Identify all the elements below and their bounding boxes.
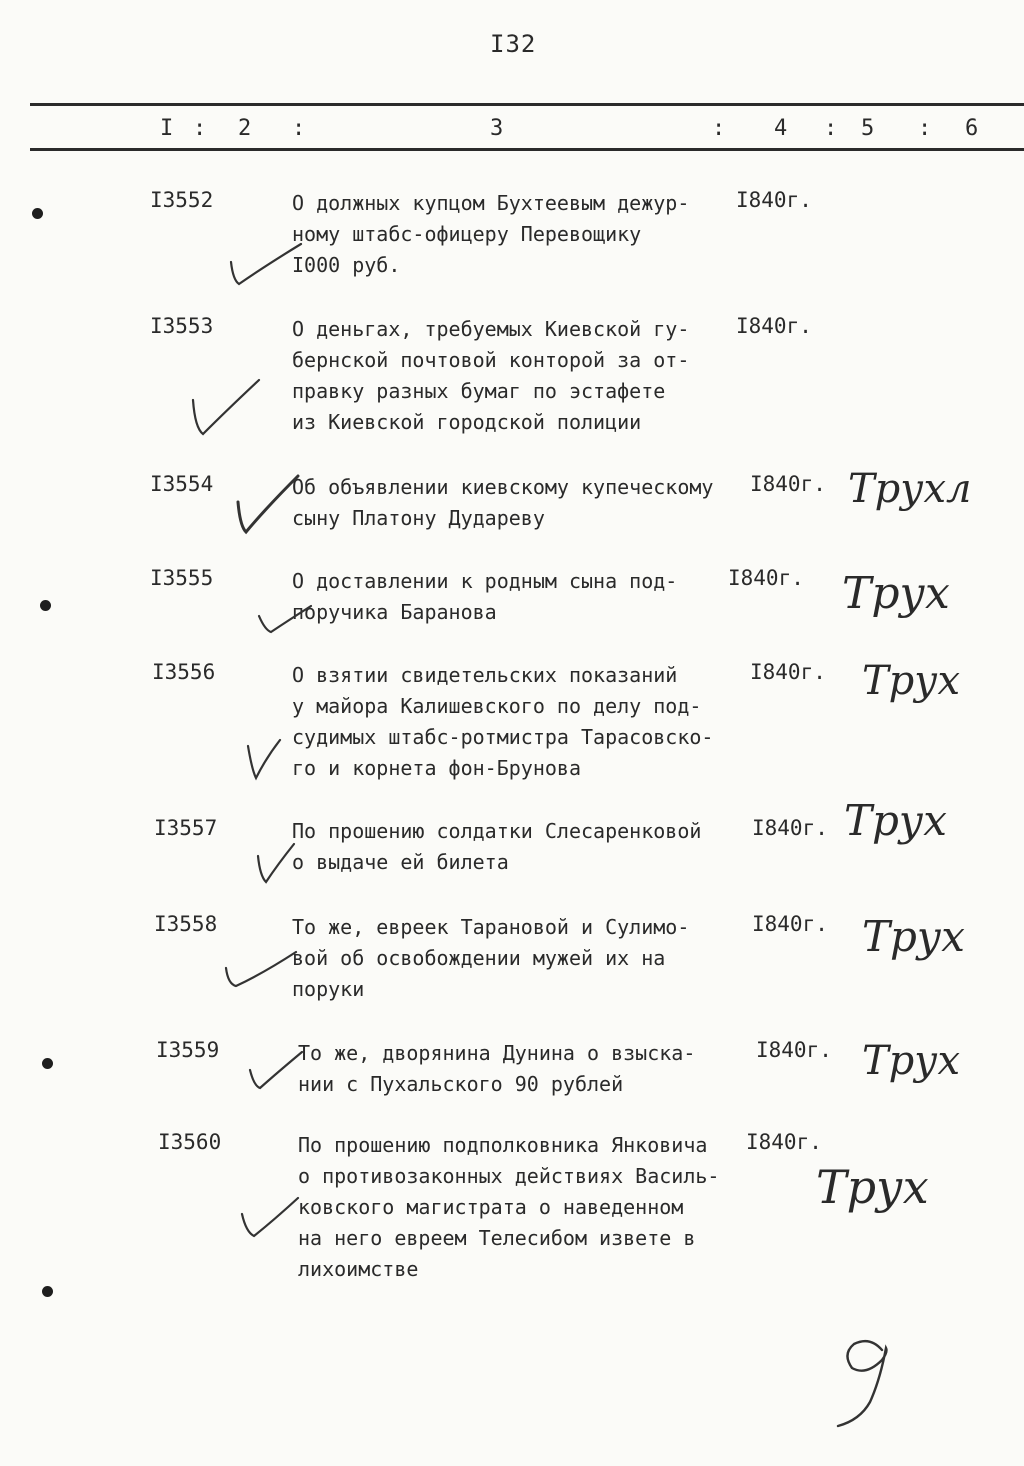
entry-number: I3554	[150, 472, 214, 496]
entry-year: I840г.	[736, 314, 812, 338]
entry-text: О взятии свидетельских показаний у майора Калишевского по делу под- судимых штабс-ротмистра Тарасовско- го и корнета фон-Брунова	[292, 663, 714, 780]
entry-text: То же, дворянина Дунина о взыска- нии с Пухальского 90 рублей	[298, 1041, 696, 1096]
entry-year: I840г.	[728, 566, 804, 590]
entry-year: I840г.	[750, 660, 826, 684]
entry-year: I840г.	[752, 912, 828, 936]
check-mark-icon	[185, 376, 265, 440]
entry-text: Об объявлении киевскому купеческому сыну Платону Дудареву	[292, 475, 714, 530]
signature: Трух	[862, 1038, 961, 1084]
column-header-6: 6	[965, 116, 979, 141]
column-header-2: 2	[238, 116, 252, 141]
check-mark-icon	[246, 1048, 306, 1092]
entry-number: I3556	[152, 660, 216, 684]
signature: Трух	[844, 796, 947, 845]
entry-text: О деньгах, требуемых Киевской гу- бернской почтовой конторой за от- правку разных бумаг по эстафете из Киевской городской полиции	[292, 317, 690, 434]
signature: Трух	[816, 1160, 929, 1214]
check-mark-icon	[220, 948, 300, 990]
column-header-5: 5	[861, 116, 875, 141]
punch-hole	[32, 208, 43, 219]
column-separator-3: :	[712, 116, 726, 141]
header-rule-top	[30, 103, 1024, 106]
check-mark-icon	[232, 472, 304, 538]
entry-number: I3559	[156, 1038, 220, 1062]
signature: Трух	[862, 912, 965, 961]
page-number: I32	[490, 30, 537, 58]
entry-text: О доставлении к родным сына под- поручика Баранова	[292, 569, 678, 624]
check-mark-icon	[244, 738, 284, 784]
handwritten-page-mark	[830, 1330, 910, 1430]
entry-text: То же, евреек Тарановой и Сулимо- вой об освобождении мужей их на поруки	[292, 915, 690, 1001]
column-header-1: I	[160, 116, 174, 141]
check-mark-icon	[255, 602, 315, 636]
column-header-4: 4	[774, 116, 788, 141]
entry-number: I3555	[150, 566, 214, 590]
entry-text: По прошению солдатки Слесаренковой о выдаче ей билета	[292, 819, 702, 874]
signature: Трух	[862, 658, 961, 704]
entry-number: I3553	[150, 314, 214, 338]
signature: Трух	[842, 568, 950, 619]
entry-text: О должных купцом Бухтеевым дежур- ному штабс-офицеру Перевощику I000 руб.	[292, 191, 690, 277]
check-mark-icon	[238, 1194, 302, 1240]
check-mark-icon	[225, 240, 305, 288]
column-separator-5: :	[918, 116, 932, 141]
column-separator-4: :	[824, 116, 838, 141]
entry-year: I840г.	[746, 1130, 822, 1154]
entry-year: I840г.	[752, 816, 828, 840]
check-mark-icon	[254, 842, 298, 886]
header-rule-bottom	[30, 148, 1024, 151]
column-header-3: 3	[490, 116, 504, 141]
entry-number: I3558	[154, 912, 218, 936]
column-separator-2: :	[292, 116, 306, 141]
entry-year: I840г.	[756, 1038, 832, 1062]
entry-year: I840г.	[750, 472, 826, 496]
entry-number: I3560	[158, 1130, 222, 1154]
entry-number: I3557	[154, 816, 218, 840]
entry-text: По прошению подполковника Янковича о противозаконных действиях Василь- ковского магистрата о наведенном на него евреем Телесибом извете в лихоимстве	[298, 1133, 720, 1281]
column-separator-1: :	[193, 116, 207, 141]
signature: Трухл	[848, 466, 972, 512]
punch-hole	[42, 1286, 53, 1297]
entry-year: I840г.	[736, 188, 812, 212]
entry-number: I3552	[150, 188, 214, 212]
punch-hole	[40, 600, 51, 611]
punch-hole	[42, 1058, 53, 1069]
